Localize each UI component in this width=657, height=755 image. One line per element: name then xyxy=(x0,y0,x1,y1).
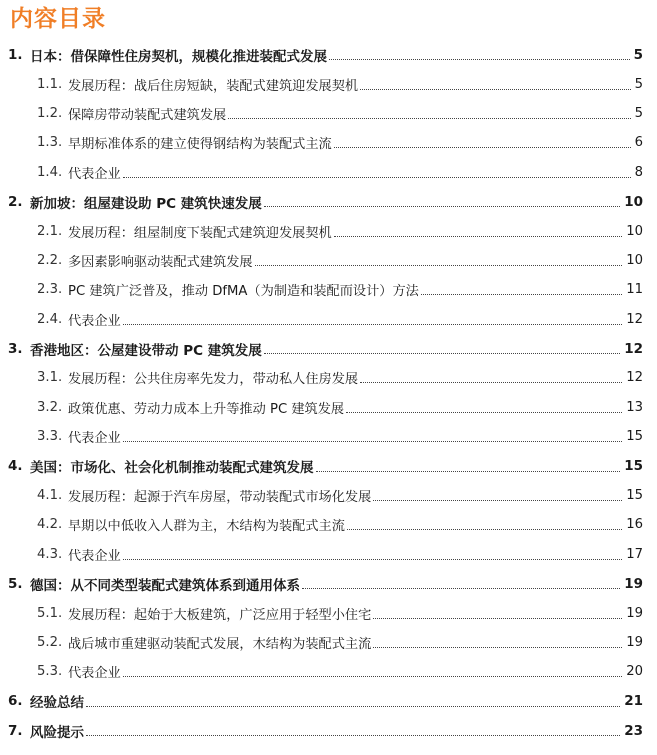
toc-subsection-entry[interactable] xyxy=(0,275,657,304)
toc-entry-number: 4. xyxy=(8,458,30,474)
toc-entry-number: 4.3. xyxy=(37,547,68,562)
toc-entry-number: 7. xyxy=(8,723,30,739)
toc-entry-title[interactable]: 发展历程：起始于大板建筑，广泛应用于轻型小住宅 xyxy=(68,604,371,623)
toc-dot-leader xyxy=(334,147,631,148)
toc-section-entry[interactable] xyxy=(0,187,657,216)
toc-page-number: 13 xyxy=(626,399,643,415)
toc-subsection-entry[interactable] xyxy=(0,158,657,187)
toc-entry-title[interactable]: 代表企业 xyxy=(68,545,121,564)
toc-entry-title[interactable]: 保障房带动装配式建筑发展 xyxy=(68,104,226,123)
toc-dot-leader xyxy=(373,647,622,648)
toc-section-entry[interactable] xyxy=(0,334,657,363)
toc-entry-title[interactable]: 早期标准体系的建立使得钢结构为装配式主流 xyxy=(68,133,332,152)
toc-dot-leader xyxy=(360,89,630,90)
toc-entry-number: 5.2. xyxy=(37,635,68,650)
toc-entry-number: 5.1. xyxy=(37,606,68,621)
toc-subsection-entry[interactable] xyxy=(0,628,657,657)
toc-entry-title[interactable]: 代表企业 xyxy=(68,662,121,681)
toc-page-number: 6 xyxy=(634,135,643,151)
toc-entry-number: 2.4. xyxy=(37,312,68,327)
toc-entry-number: 4.2. xyxy=(37,517,68,532)
toc-dot-leader xyxy=(373,618,622,619)
toc-page-number: 17 xyxy=(626,546,643,562)
toc-page-number: 19 xyxy=(626,635,643,650)
toc-page-number: 10 xyxy=(624,193,643,210)
toc-page-number: 15 xyxy=(626,429,643,445)
toc-dot-leader xyxy=(360,382,622,383)
toc-subsection-entry[interactable] xyxy=(0,540,657,569)
toc-title: 内容目录 xyxy=(10,6,106,32)
toc-subsection-entry[interactable] xyxy=(0,216,657,245)
toc-subsection-entry[interactable] xyxy=(0,510,657,539)
toc-entry-title[interactable]: 发展历程：起源于汽车房屋，带动装配式市场化发展 xyxy=(68,486,371,505)
toc-dot-leader xyxy=(123,324,622,325)
toc-dot-leader xyxy=(347,529,622,530)
toc-entry-number: 2. xyxy=(8,194,30,210)
toc-entry-title[interactable]: 德国：从不同类型装配式建筑体系到通用体系 xyxy=(30,574,300,594)
toc-entry-number: 1.4. xyxy=(37,165,68,180)
toc-entry-number: 5. xyxy=(8,576,30,592)
toc-page-number: 11 xyxy=(626,282,643,298)
toc-section-entry[interactable] xyxy=(0,569,657,598)
toc-page-number: 12 xyxy=(626,370,643,386)
toc-entry-number: 1.3. xyxy=(37,135,68,150)
toc-subsection-entry[interactable] xyxy=(0,393,657,422)
toc-page-number: 12 xyxy=(624,340,643,357)
toc-entry-number: 5.3. xyxy=(37,664,68,679)
toc-dot-leader xyxy=(264,353,621,354)
toc-dot-leader xyxy=(255,265,623,266)
toc-page-number: 10 xyxy=(626,252,643,268)
toc-dot-leader xyxy=(302,588,620,589)
toc-entry-number: 2.2. xyxy=(37,253,68,268)
toc-entry-title[interactable]: 新加坡：组屋建设助 PC 建筑快速发展 xyxy=(30,192,262,212)
toc-subsection-entry[interactable] xyxy=(0,657,657,686)
toc-entry-title[interactable]: 发展历程：战后住房短缺，装配式建筑迎发展契机 xyxy=(68,75,358,94)
toc-section-entry[interactable] xyxy=(0,716,657,745)
table-of-contents xyxy=(0,40,657,745)
toc-dot-leader xyxy=(123,441,622,442)
toc-page-number: 19 xyxy=(624,575,643,592)
toc-entry-number: 3.1. xyxy=(37,370,68,385)
toc-entry-title[interactable]: 发展历程：公共住房率先发力，带动私人住房发展 xyxy=(68,368,358,387)
toc-entry-title[interactable]: 发展历程：组屋制度下装配式建筑迎发展契机 xyxy=(68,222,332,241)
toc-entry-title[interactable]: 代表企业 xyxy=(68,427,121,446)
toc-entry-title[interactable]: 日本：借保障性住房契机，规模化推进装配式发展 xyxy=(30,45,327,65)
toc-page-number: 20 xyxy=(626,664,643,680)
toc-entry-number: 3.2. xyxy=(37,400,68,415)
toc-entry-title[interactable]: 风险提示 xyxy=(30,721,84,741)
toc-section-entry[interactable] xyxy=(0,40,657,69)
toc-dot-leader xyxy=(334,236,622,237)
toc-entry-number: 1.1. xyxy=(37,77,68,92)
toc-entry-number: 6. xyxy=(8,693,30,709)
toc-entry-title[interactable]: 早期以中低收入人群为主，木结构为装配式主流 xyxy=(68,515,345,534)
toc-entry-title[interactable]: 美国：市场化、社会化机制推动装配式建筑发展 xyxy=(30,456,314,476)
toc-entry-title[interactable]: 多因素影响驱动装配式建筑发展 xyxy=(68,251,253,270)
toc-entry-title[interactable]: 战后城市重建驱动装配式发展，木结构为装配式主流 xyxy=(68,633,371,652)
toc-dot-leader xyxy=(346,412,622,413)
toc-dot-leader xyxy=(123,559,622,560)
toc-subsection-entry[interactable] xyxy=(0,598,657,627)
toc-dot-leader xyxy=(373,500,622,501)
toc-dot-leader xyxy=(123,676,622,677)
toc-subsection-entry[interactable] xyxy=(0,363,657,392)
toc-entry-number: 1.2. xyxy=(37,106,68,121)
toc-page-number: 21 xyxy=(624,693,643,710)
toc-page-number: 10 xyxy=(626,223,643,239)
toc-page-number: 12 xyxy=(626,311,643,327)
toc-page-number: 19 xyxy=(626,605,643,621)
toc-entry-number: 2.3. xyxy=(37,282,68,297)
toc-page-number: 15 xyxy=(624,458,643,475)
toc-entry-title[interactable]: 代表企业 xyxy=(68,163,121,182)
toc-dot-leader xyxy=(123,177,631,178)
toc-section-entry[interactable] xyxy=(0,451,657,480)
toc-entry-title[interactable]: 经验总结 xyxy=(30,691,84,711)
toc-page-number: 8 xyxy=(634,164,643,180)
toc-page-number: 23 xyxy=(624,722,643,739)
toc-dot-leader xyxy=(264,206,621,207)
toc-page-number: 5 xyxy=(633,46,643,63)
toc-entry-number: 4.1. xyxy=(37,488,68,503)
toc-subsection-entry[interactable] xyxy=(0,422,657,451)
toc-subsection-entry[interactable] xyxy=(0,69,657,98)
toc-entry-title[interactable]: PC 建筑广泛普及，推动 DfMA（为制造和装配而设计）方法 xyxy=(68,280,419,299)
toc-section-entry[interactable] xyxy=(0,687,657,716)
toc-entry-title[interactable]: 政策优惠、劳动力成本上升等推动 PC 建筑发展 xyxy=(68,398,344,417)
toc-subsection-entry[interactable] xyxy=(0,305,657,334)
toc-page-number: 5 xyxy=(634,105,643,121)
toc-entry-title[interactable]: 代表企业 xyxy=(68,310,121,329)
toc-dot-leader xyxy=(421,294,622,295)
toc-dot-leader xyxy=(86,735,620,736)
toc-page-number: 5 xyxy=(634,76,643,92)
toc-dot-leader xyxy=(228,118,630,119)
toc-entry-title[interactable]: 香港地区：公屋建设带动 PC 建筑发展 xyxy=(30,339,262,359)
toc-subsection-entry[interactable] xyxy=(0,246,657,275)
toc-page-number: 15 xyxy=(626,488,643,504)
toc-entry-number: 2.1. xyxy=(37,224,68,239)
toc-dot-leader xyxy=(316,471,621,472)
toc-page-number: 16 xyxy=(626,517,643,533)
toc-subsection-entry[interactable] xyxy=(0,128,657,157)
toc-dot-leader xyxy=(329,59,630,60)
toc-entry-number: 3.3. xyxy=(37,429,68,444)
toc-dot-leader xyxy=(86,706,620,707)
toc-entry-number: 1. xyxy=(8,47,30,63)
toc-entry-number: 3. xyxy=(8,341,30,357)
toc-subsection-entry[interactable] xyxy=(0,481,657,510)
toc-subsection-entry[interactable] xyxy=(0,99,657,128)
